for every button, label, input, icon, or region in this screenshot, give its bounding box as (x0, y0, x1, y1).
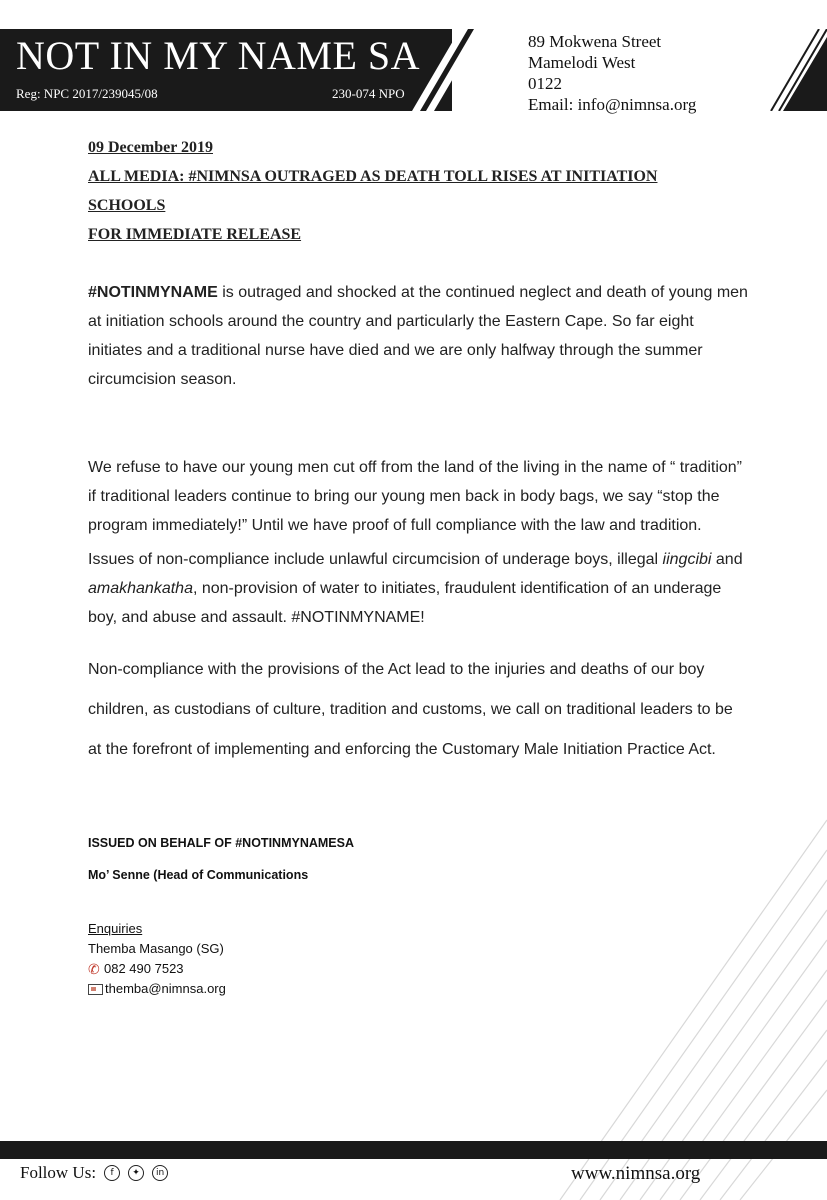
paragraph-3-text: Issues of non-compliance include unlawful circumcision of underage boys, illegal (88, 551, 663, 568)
follow-us (20, 1163, 168, 1183)
facebook-icon[interactable]: f (104, 1165, 120, 1181)
linkedin-icon[interactable]: in (152, 1165, 168, 1181)
enquiries-label: Enquiries (88, 921, 143, 936)
header-corner-decoration (753, 29, 827, 111)
footer-band (0, 1141, 827, 1159)
npo-number: 230-074 NPO (332, 86, 405, 101)
paragraph-3-text: and (711, 551, 743, 568)
header-slash-decoration (412, 29, 482, 111)
twitter-icon[interactable]: ✦ (128, 1165, 144, 1181)
org-name: NOT IN MY NAME SA (16, 33, 421, 78)
issued-on-behalf: ISSUED ON BEHALF OF #NOTINMYNAMESA (88, 836, 354, 850)
paragraph-1 (88, 278, 748, 394)
release-title: ALL MEDIA: #NIMNSA OUTRAGED AS DEATH TOLL RISES AT INITIATION (88, 168, 658, 185)
address-email: Email: info@nimnsa.org (528, 95, 697, 114)
paragraph-2: We refuse to have our young men cut off from the land of the living in the name of “ tradition” if traditional leaders continue to bring our young men back in body bags, we say “stop the program immediately!” Until we have proof of full compliance with the law and tradition. (88, 459, 742, 534)
paragraph-3 (88, 545, 748, 632)
paragraph-4: Non-compliance with the provisions of the Act lead to the injuries and deaths of our boy children, as custodians of culture, tradition and customs, we call on traditional leaders to be at the forefront of implementing and enforcing the Customary Male Initiation Practice Act. (88, 661, 733, 758)
release-date: 09 December 2019 (88, 139, 213, 156)
enquiries-person: Themba Masango (SG) (88, 941, 224, 956)
term-iingcibi: iingcibi (662, 551, 712, 568)
address-block (528, 31, 696, 115)
phone-icon: ✆ (88, 961, 100, 977)
paragraph-1-text: is outraged and shocked at the continued neglect and death of young men at initiation schools around the country and particularly the Eastern Cape. So far eight initiates and a traditional nurse have died and we are only halfway through the summer circumcision season. (88, 284, 748, 388)
spokesperson: Mo’ Senne (Head of Communications (88, 868, 309, 882)
email-address[interactable]: themba@nimnsa.org (105, 981, 226, 996)
address-line: Mamelodi West (528, 53, 636, 72)
address-line: 0122 (528, 74, 562, 93)
phone-number[interactable]: 082 490 7523 (104, 961, 184, 976)
address-line: 89 Mokwena Street (528, 32, 662, 51)
registration-number: Reg: NPC 2017/239045/08 (16, 86, 158, 101)
phone-row (88, 959, 226, 979)
email-icon (88, 984, 103, 995)
corner-line-decoration (520, 780, 827, 1200)
paragraph-3-text: , non-provision of water to initiates, fraudulent identification of an underage boy, and abuse and assault. #NOTINMYNAME! (88, 580, 722, 626)
term-amakhankatha: amakhankatha (88, 580, 193, 597)
email-row (88, 979, 226, 999)
release-title-cont: SCHOOLS (88, 197, 166, 214)
release-heading (88, 133, 657, 249)
release-type: FOR IMMEDIATE RELEASE (88, 226, 302, 243)
website-link[interactable]: www.nimnsa.org (571, 1163, 701, 1184)
follow-label: Follow Us: (20, 1163, 97, 1182)
enquiries-block (88, 919, 226, 999)
hashtag: #NOTINMYNAME (88, 284, 218, 301)
